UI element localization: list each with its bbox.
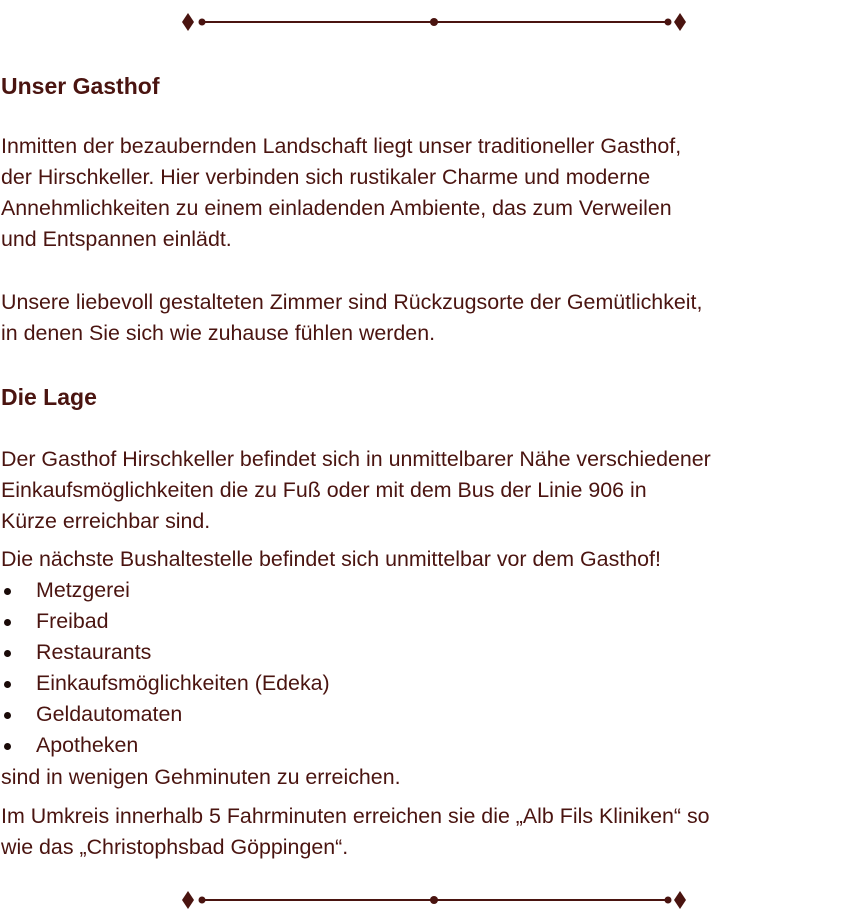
text-line: der Hirschkeller. Hier verbinden sich rustikaler Charme und moderne bbox=[1, 165, 651, 189]
amenities-list bbox=[1, 575, 330, 761]
list-item-apotheken: Apotheken bbox=[1, 730, 330, 761]
paragraph-clinics bbox=[1, 801, 865, 863]
text-line: Der Gasthof Hirschkeller befindet sich in unmittelbarer Nähe verschiedener bbox=[1, 447, 711, 471]
paragraph-location bbox=[1, 444, 865, 537]
list-item-geldautomaten: Geldautomaten bbox=[1, 699, 330, 730]
text-line: Unsere liebevoll gestalteten Zimmer sind Rückzugsorte der Gemütlichkeit, bbox=[1, 290, 703, 314]
text-line: Inmitten der bezaubernden Landschaft liegt unser traditioneller Gasthof, bbox=[1, 134, 682, 158]
list-item-freibad: Freibad bbox=[1, 606, 330, 637]
text-line: Im Umkreis innerhalb 5 Fahrminuten erreichen sie die „Alb Fils Kliniken“ so bbox=[1, 804, 710, 828]
text-line: wie das „Christophsbad Göppingen“. bbox=[1, 835, 349, 859]
text-line: Annehmlichkeiten zu einem einladenden Ambiente, das zum Verweilen bbox=[1, 196, 672, 220]
heading-unser-gasthof: Unser Gasthof bbox=[1, 73, 160, 99]
ornament-divider-top bbox=[180, 10, 690, 34]
heading-die-lage: Die Lage bbox=[1, 384, 97, 410]
text-line: Kürze erreichbar sind. bbox=[1, 509, 211, 533]
paragraph-intro bbox=[1, 131, 865, 255]
list-item-restaurants: Restaurants bbox=[1, 637, 330, 668]
ornament-divider-icon bbox=[180, 888, 690, 912]
text-line: Einkaufsmöglichkeiten die zu Fuß oder mit dem Bus der Linie 906 in bbox=[1, 478, 647, 502]
list-item-einkaufsmoeglichkeiten: Einkaufsmöglichkeiten (Edeka) bbox=[1, 668, 330, 699]
paragraph-reach: sind in wenigen Gehminuten zu erreichen. bbox=[1, 765, 401, 789]
ornament-divider-bottom bbox=[180, 888, 690, 912]
text-line: in denen Sie sich wie zuhause fühlen werden. bbox=[1, 321, 436, 345]
ornament-divider-icon bbox=[180, 10, 690, 34]
list-item-metzgerei: Metzgerei bbox=[1, 575, 330, 606]
paragraph-bus-stop: Die nächste Bushaltestelle befindet sich unmittelbar vor dem Gasthof! bbox=[1, 547, 661, 571]
paragraph-rooms bbox=[1, 287, 865, 349]
text-line: und Entspannen einlädt. bbox=[1, 227, 232, 251]
